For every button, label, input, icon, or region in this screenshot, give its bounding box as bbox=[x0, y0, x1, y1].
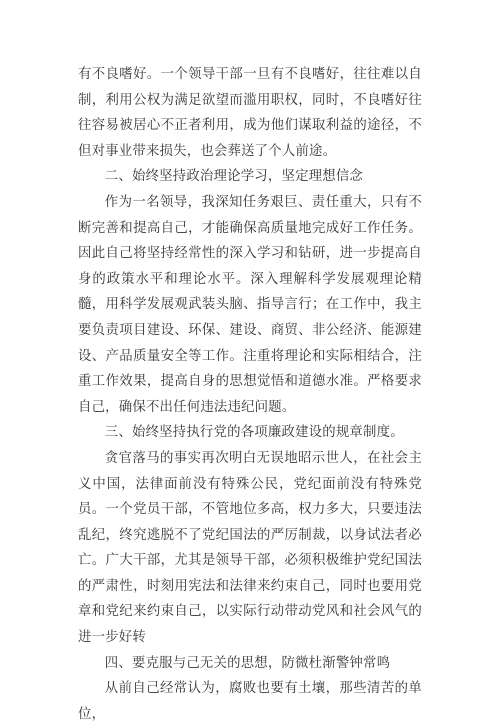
section-heading-4: 四、要克服与己无关的思想，防微杜渐警钟常鸣 bbox=[104, 655, 391, 671]
section-heading-3: 三、始终坚持执行党的各项廉政建设的规章制度。 bbox=[104, 425, 404, 441]
paragraph-discipline: 贪官落马的事实再次明白无误地昭示世人，在社会主义中国，法律面前没有特殊公民，党纪面前没有特殊党员。一个党员干部，不管地位多高，权力多大，只要违法乱纪，终究逃脱不了党纪国法的严厉制裁，以身试法者必亡。广大干部，尤其是领导干部，必须积极维护党纪国法的严肃性，时刻用宪法和法律来约束自己，同时也要用党章和党纪来约束自己，以实际行动带动党风和社会风气的进一步好转 bbox=[78, 450, 422, 646]
paragraph-bad-habits: 有不良嗜好。一个领导干部一旦有不良嗜好，往往难以自制，利用公权为满足欲望而滥用职权，同时，不良嗜好往往容易被居心不正者利用，成为他们谋取利益的途径，不但对事业带来损失，也会葬送了个人前途。 bbox=[78, 67, 422, 159]
paragraph-corruption: 从前自己经常认为，腐败也要有土壤，那些清苦的单位， bbox=[78, 681, 422, 722]
document-body bbox=[78, 62, 422, 727]
section-heading-2: 二、始终坚持政治理论学习，坚定理想信念 bbox=[104, 169, 364, 185]
paragraph-study: 作为一名领导，我深知任务艰巨、责任重大，只有不断完善和提高自己，才能确保高质量地完成好工作任务。因此自己将坚持经常性的深入学习和钻研，进一步提高自身的政策水平和理论水平。深入理解科学发展观理论精髓，用科学发展观武装头脑、指导言行；在工作中，我主要负责项目建设、环保、建设、商贸、非公经济、能源建设、产品质量安全等工作。注重将理论和实际相结合，注重工作效果，提高自身的思想觉悟和道德水准。严格要求自己，确保不出任何违法违纪问题。 bbox=[78, 194, 422, 415]
